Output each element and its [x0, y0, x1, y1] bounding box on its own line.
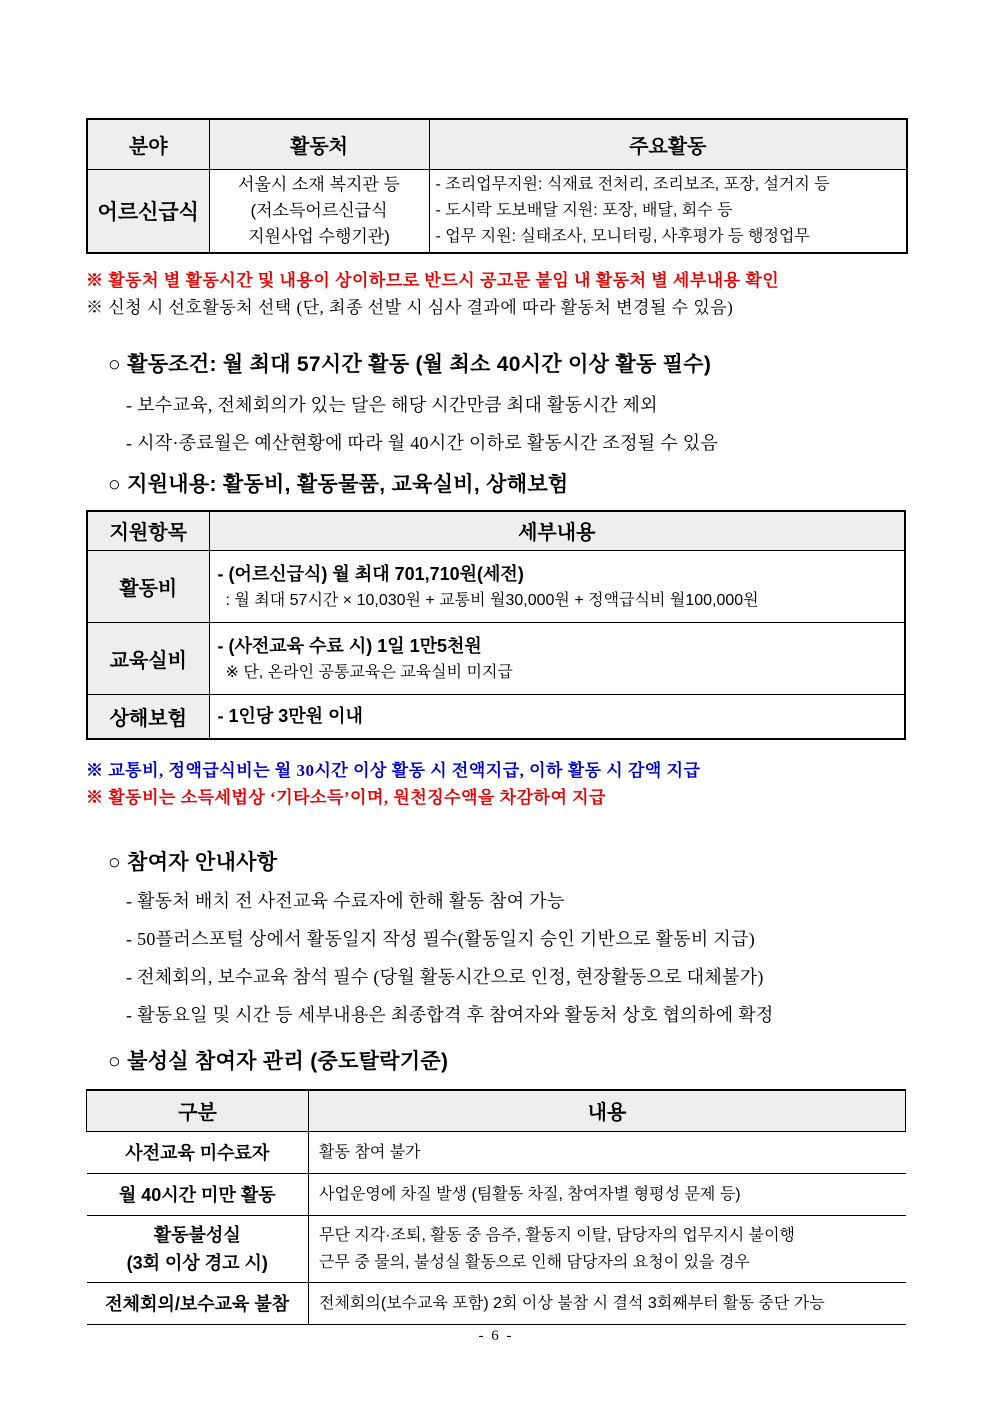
page-number: - 6 - [478, 1328, 514, 1344]
heading-activity-conditions: ○ 활동조건: 월 최대 57시간 활동 (월 최소 40시간 이상 활동 필수) [108, 352, 712, 376]
heading-participant-guide: ○ 참여자 안내사항 [108, 850, 278, 874]
t1-activities-cell [429, 169, 907, 253]
table-row-insurance [87, 695, 905, 739]
t3-content: 활동 참여 불가 [309, 1132, 906, 1174]
support-detail-table [86, 510, 906, 740]
activity-line: - 업무 지원: 실태조사, 모니터링, 사후평가 등 행정업무 [435, 227, 810, 245]
note-preferred-place: ※ 신청 시 선호활동처 선택 (단, 최종 선발 시 심사 결과에 따라 활동처 변경될 수 있음) [86, 297, 734, 317]
t2-detail-education-fee [209, 623, 905, 695]
table-row-under-40h [87, 1174, 906, 1216]
label-line: 활동불성실 [153, 1225, 241, 1245]
t1-category-cell: 어르신급식 [87, 169, 209, 253]
t3-label: 사전교육 미수료자 [87, 1132, 309, 1174]
note-activity-detail-warning: ※ 활동처 별 활동시간 및 내용이 상이하므로 반드시 공고문 붙임 내 활동처 별 세부내용 확인 [86, 270, 780, 290]
label-line: (3회 이상 경고 시) [126, 1253, 268, 1273]
t1-place-cell [209, 169, 429, 253]
t3-content: 전체회의(보수교육 포함) 2회 이상 불참 시 결석 3회째부터 활동 중단 가능 [309, 1283, 906, 1325]
t3-content [309, 1216, 906, 1283]
document-page [86, 0, 906, 1325]
place-line: 지원사업 수행기관) [248, 226, 390, 246]
place-line: (저소득어르신급식 [250, 200, 388, 220]
detail-line: : 월 최대 57시간 × 10,030원 + 교통비 월30,000원 + 정액급식비 월100,000원 [225, 591, 759, 609]
activity-line: - 조리업무지원: 식재료 전처리, 조리보조, 포장, 설거지 등 [435, 175, 830, 193]
table-header-row [87, 1090, 906, 1132]
t2-header-item: 지원항목 [87, 511, 209, 551]
condition-item: - 시작·종료월은 예산현황에 따라 월 40시간 이하로 활동시간 조정될 수 있음 [126, 432, 719, 453]
content-line: 무단 지각·조퇴, 활동 중 음주, 활동지 이탈, 담당자의 업무지시 불이행 [319, 1227, 795, 1244]
table-row-education-fee [87, 623, 905, 695]
detail-line: - (사전교육 수료 시) 1일 1만5천원 [217, 635, 482, 656]
heading-support-contents: ○ 지원내용: 활동비, 활동물품, 교육실비, 상해보험 [108, 472, 569, 496]
t2-label-activity-fee: 활동비 [87, 551, 209, 623]
table-row-activity-fee [87, 551, 905, 623]
t1-header-field: 분야 [87, 119, 209, 169]
t3-label: 월 40시간 미만 활동 [87, 1174, 309, 1216]
participant-item: - 활동요일 및 시간 등 세부내용은 최종합격 후 참여자와 활동처 상호 협의하에 확정 [126, 1004, 774, 1025]
content-line: 근무 중 물의, 불성실 활동으로 인해 담당자의 요청이 있을 경우 [319, 1254, 750, 1271]
note-tax-withholding: ※ 활동비는 소득세법상 ‘기타소득’이며, 원천징수액을 차감하여 지급 [86, 787, 606, 807]
t3-label [87, 1216, 309, 1283]
table-row-insincerity [87, 1216, 906, 1283]
detail-line: - 1인당 3만원 이내 [217, 706, 363, 727]
t2-label-insurance: 상해보험 [87, 695, 209, 739]
t3-content: 사업운영에 차질 발생 (팀활동 차질, 참여자별 형평성 문제 등) [309, 1174, 906, 1216]
t2-detail-activity-fee [209, 551, 905, 623]
t1-header-activity: 주요활동 [429, 119, 907, 169]
heading-penalty-management: ○ 불성실 참여자 관리 (중도탈락기준) [108, 1049, 449, 1073]
place-line: 서울시 소재 복지관 등 [238, 174, 400, 194]
activity-field-table [86, 118, 908, 254]
t3-label: 전체회의/보수교육 불참 [87, 1283, 309, 1325]
t3-header-content: 내용 [309, 1090, 906, 1132]
participant-item: - 활동처 배치 전 사전교육 수료자에 한해 활동 참여 가능 [126, 890, 565, 911]
t2-detail-insurance [209, 695, 905, 739]
t1-header-place: 활동처 [209, 119, 429, 169]
table-header-row [87, 511, 905, 551]
table-row-meeting-absence [87, 1283, 906, 1325]
table-row [87, 169, 907, 253]
note-transport-meal-allowance: ※ 교통비, 정액급식비는 월 30시간 이상 활동 시 전액지급, 이하 활동 시 감액 지급 [86, 760, 701, 780]
participant-item: - 50플러스포털 상에서 활동일지 작성 필수(활동일지 승인 기반으로 활동비 지급) [126, 928, 756, 949]
detail-line: ※ 단, 온라인 공통교육은 교육실비 미지급 [225, 663, 513, 681]
detail-line: - (어르신급식) 월 최대 701,710원(세전) [217, 563, 524, 584]
t3-header-category: 구분 [87, 1090, 309, 1132]
table-header-row [87, 119, 907, 169]
activity-line: - 도시락 도보배달 지원: 포장, 배달, 회수 등 [435, 201, 733, 219]
condition-item: - 보수교육, 전체회의가 있는 달은 해당 시간만큼 최대 활동시간 제외 [126, 394, 658, 415]
dropout-criteria-table [86, 1089, 906, 1326]
table-row-no-pretraining [87, 1132, 906, 1174]
t2-header-detail: 세부내용 [209, 511, 905, 551]
participant-item: - 전체회의, 보수교육 참석 필수 (당월 활동시간으로 인정, 현장활동으로 대체불가) [126, 966, 764, 987]
t2-label-education-fee: 교육실비 [87, 623, 209, 695]
